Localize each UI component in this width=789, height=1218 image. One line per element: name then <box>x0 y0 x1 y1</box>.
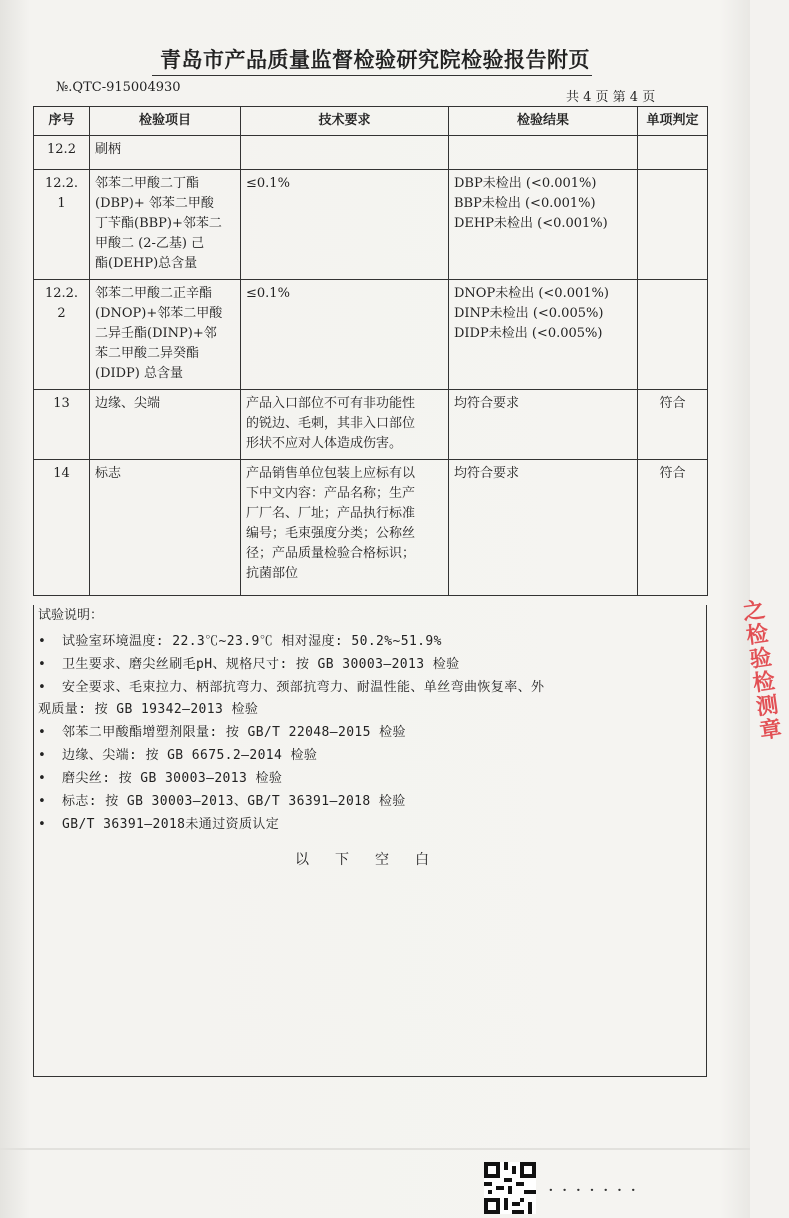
footer-dots: ······· <box>548 1180 645 1201</box>
page-footer-divider <box>0 1148 750 1150</box>
row-verdict: 符合 <box>638 460 708 596</box>
col-header-verdict: 单项判定 <box>638 107 708 136</box>
bullet-icon: • <box>38 794 47 809</box>
row-verdict <box>638 280 708 390</box>
table-row <box>34 280 708 390</box>
row-item: 邻苯二甲酸二正辛酯 (DNOP)+邻苯二甲酸 二异壬酯(DINP)+邻 苯二甲酸二异癸酯 (DIDP) 总含量 <box>90 280 241 390</box>
notes-section <box>33 605 707 1077</box>
note-text: GB/T 36391—2018未通过资质认定 <box>62 817 280 832</box>
bullet-icon: • <box>38 657 47 672</box>
row-requirement: 产品销售单位包装上应标有以 下中文内容：产品名称；生产 厂厂名、厂址；产品执行标准 编号；毛束强度分类；公称丝 径；产品质量检验合格标识； 抗菌部位 <box>241 460 449 596</box>
row-seq: 14 <box>34 460 90 596</box>
bullet-icon: • <box>38 817 47 832</box>
page-info: 共 4 页 第 4 页 <box>566 90 656 105</box>
col-header-seq: 序号 <box>34 107 90 136</box>
row-seq: 12.2 <box>34 136 90 170</box>
table-row <box>34 390 708 460</box>
qr-code-icon <box>484 1162 536 1214</box>
notes-title: 试验说明： <box>38 608 104 623</box>
row-result <box>449 136 638 170</box>
row-result: 均符合要求 <box>449 460 638 596</box>
row-requirement: ≤0.1% <box>241 280 449 390</box>
row-verdict <box>638 170 708 280</box>
row-item: 边缘、尖端 <box>90 390 241 460</box>
row-requirement <box>241 136 449 170</box>
bullet-icon: • <box>38 634 47 649</box>
row-seq: 12.2. 1 <box>34 170 90 280</box>
row-item: 标志 <box>90 460 241 596</box>
row-seq: 12.2. 2 <box>34 280 90 390</box>
note-text: 标志: 按 GB 30003—2013、GB/T 36391—2018 检验 <box>62 794 406 809</box>
row-item: 邻苯二甲酸二丁酯 (DBP)+ 邻苯二甲酸 丁苄酯(BBP)+邻苯二 甲酸二 (2-乙基) 己 酯(DEHP)总含量 <box>90 170 241 280</box>
note-item <box>38 791 698 812</box>
note-item <box>38 677 698 698</box>
note-item <box>38 814 698 835</box>
table-row <box>34 170 708 280</box>
report-title: 青岛市产品质量监督检验研究院检验报告附页 <box>160 47 590 72</box>
note-continuation: 观质量: 按 GB 19342—2013 检验 <box>38 702 259 717</box>
table-header-row <box>34 107 708 136</box>
row-result: DBP未检出 (<0.001%) BBP未检出 (<0.001%) DEHP未检出 (<0.001%) <box>449 170 638 280</box>
bullet-icon: • <box>38 680 47 695</box>
inspection-seal-stamp: 之检验检测章 <box>737 597 784 744</box>
row-result: 均符合要求 <box>449 390 638 460</box>
row-item: 刷柄 <box>90 136 241 170</box>
bullet-icon: • <box>38 748 47 763</box>
col-header-requirement: 技术要求 <box>241 107 449 136</box>
note-item <box>38 768 698 789</box>
note-text: 边缘、尖端: 按 GB 6675.2—2014 检验 <box>62 748 318 763</box>
report-number: №.QTC-915004930 <box>56 80 181 95</box>
title-underline <box>152 75 592 76</box>
row-verdict: 符合 <box>638 390 708 460</box>
note-text: 试验室环境温度: 22.3℃~23.9℃ 相对湿度: 50.2%~51.9% <box>62 634 442 649</box>
row-requirement: 产品入口部位不可有非功能性 的锐边、毛刺，其非入口部位 形状不应对人体造成伤害。 <box>241 390 449 460</box>
note-text: 磨尖丝: 按 GB 30003—2013 检验 <box>62 771 283 786</box>
row-seq: 13 <box>34 390 90 460</box>
note-text: 安全要求、毛束拉力、柄部抗弯力、颈部抗弯力、耐温性能、单丝弯曲恢复率、外 <box>62 680 545 695</box>
note-text: 卫生要求、磨尖丝刷毛pH、规格尺寸: 按 GB 30003—2013 检验 <box>62 657 460 672</box>
col-header-result: 检验结果 <box>449 107 638 136</box>
bullet-icon: • <box>38 725 47 740</box>
note-text: 邻苯二甲酸酯增塑剂限量: 按 GB/T 22048—2015 检验 <box>62 725 406 740</box>
note-item <box>38 745 698 766</box>
col-header-item: 检验项目 <box>90 107 241 136</box>
table-row <box>34 136 708 170</box>
note-item <box>38 631 698 652</box>
bullet-icon: • <box>38 771 47 786</box>
inspection-table <box>33 106 708 596</box>
table-row <box>34 460 708 596</box>
note-item <box>38 654 698 675</box>
row-result: DNOP未检出 (<0.001%) DINP未检出 (<0.005%) DIDP未检出 (<0.005%) <box>449 280 638 390</box>
blank-below-mark: 以下空白 <box>295 852 455 868</box>
row-requirement: ≤0.1% <box>241 170 449 280</box>
note-item <box>38 722 698 743</box>
row-verdict <box>638 136 708 170</box>
